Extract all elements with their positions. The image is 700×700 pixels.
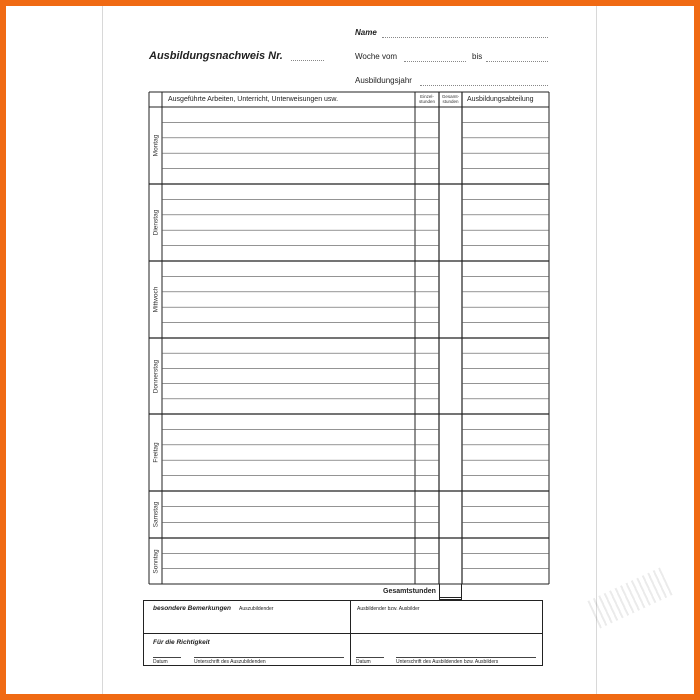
week-label: Woche vom bbox=[355, 52, 398, 61]
day-label-dienstag: Dienstag bbox=[151, 209, 159, 236]
date-label-left: Datum bbox=[153, 659, 168, 665]
form-title: Ausbildungsnachweis Nr. bbox=[149, 50, 283, 62]
date-label-right: Datum bbox=[356, 659, 371, 665]
single-hours-column-header: Einzel-stunden bbox=[418, 94, 435, 104]
remarks-trainee-label: Auszubildender bbox=[239, 606, 274, 612]
remarks-box bbox=[143, 600, 543, 666]
name-label: Name bbox=[355, 28, 377, 37]
day-label-mittwoch: Mittwoch bbox=[151, 286, 159, 313]
remarks-title: besondere Bemerkungen bbox=[153, 605, 232, 612]
signature-line-trainee[interactable] bbox=[194, 657, 344, 658]
signature-label-trainee: Unterschrift des Auszubildenden bbox=[194, 659, 266, 665]
day-label-donnerstag: Donnerstag bbox=[151, 359, 159, 393]
day-label-freitag: Freitag bbox=[152, 442, 160, 463]
signature-label-trainer: Unterschrift des Ausbildenden bzw. Ausbilders bbox=[396, 659, 499, 665]
total-hours-label: Gesamtstunden bbox=[383, 588, 436, 595]
total-hours-double-line bbox=[440, 597, 461, 598]
day-label-sonntag: Sonntag bbox=[152, 548, 160, 574]
remarks-divider-horizontal bbox=[144, 633, 542, 634]
day-label-montag: Montag bbox=[151, 134, 159, 157]
activity-column-header: Ausgeführte Arbeiten, Unterricht, Unterweisungen usw. bbox=[168, 96, 339, 103]
date-line-right[interactable] bbox=[356, 657, 384, 658]
remarks-trainer-label: Ausbildender bzw. Ausbilder bbox=[357, 606, 420, 612]
department-column-header: Ausbildungsabteilung bbox=[467, 96, 534, 103]
date-line-left[interactable] bbox=[153, 657, 181, 658]
bis-label: bis bbox=[472, 52, 483, 61]
day-label-samstag: Samstag bbox=[151, 501, 159, 528]
total-hours-column-header: Gesamt-stunden bbox=[441, 94, 460, 104]
correctness-label: Für die Richtigkeit bbox=[153, 639, 210, 646]
year-label: Ausbildungsjahr bbox=[355, 76, 412, 85]
signature-line-trainer[interactable] bbox=[396, 657, 536, 658]
